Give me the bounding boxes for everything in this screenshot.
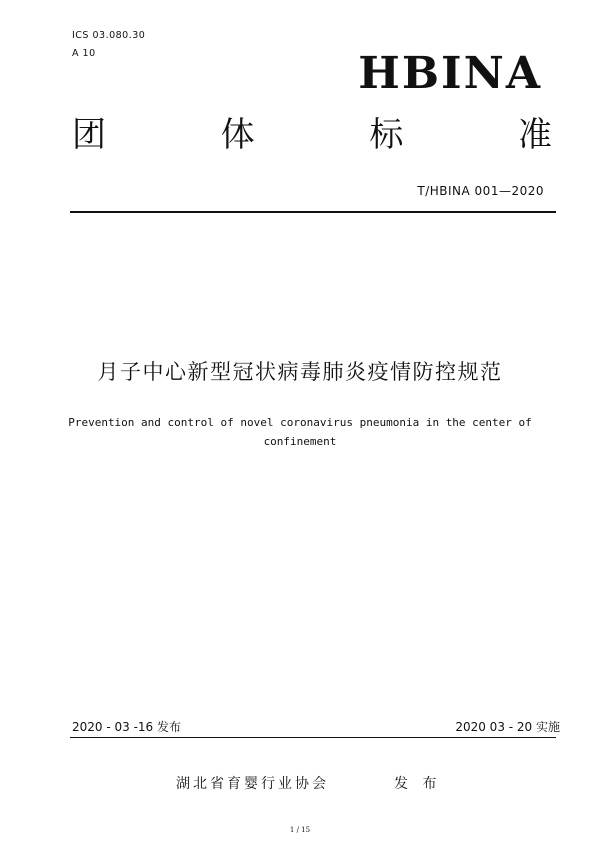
implement-date: 2020 03 - 20 实施 — [455, 720, 560, 734]
english-title — [50, 413, 550, 451]
issuer-action: 发 布 — [394, 776, 442, 792]
page-number: 1 / 15 — [289, 826, 311, 834]
publish-date: 2020 - 03 -16 发布 — [72, 720, 181, 734]
bottom-divider — [70, 737, 556, 738]
ics-code: ICS 03.080.30 — [72, 30, 146, 41]
english-title-line: Prevention and control of novel coronavirus pneumonia in the center of — [68, 416, 532, 429]
ccs-code: A 10 — [72, 48, 96, 59]
standard-type-char: 团 — [72, 115, 106, 155]
issuer-name: 湖北省育婴行业协会 — [176, 776, 329, 792]
standard-type-char: 准 — [517, 115, 552, 155]
standard-type-char: 体 — [220, 115, 255, 155]
standard-code: T/HBINA 001—2020 — [417, 184, 544, 198]
standard-type-char: 标 — [369, 115, 404, 155]
english-title-line: confinement — [263, 435, 337, 448]
brand-logo: HBINA — [358, 48, 542, 99]
top-divider — [70, 211, 556, 213]
standard-type-heading — [72, 115, 552, 155]
chinese-title: 月子中心新型冠状病毒肺炎疫情防控规范 — [97, 360, 503, 384]
